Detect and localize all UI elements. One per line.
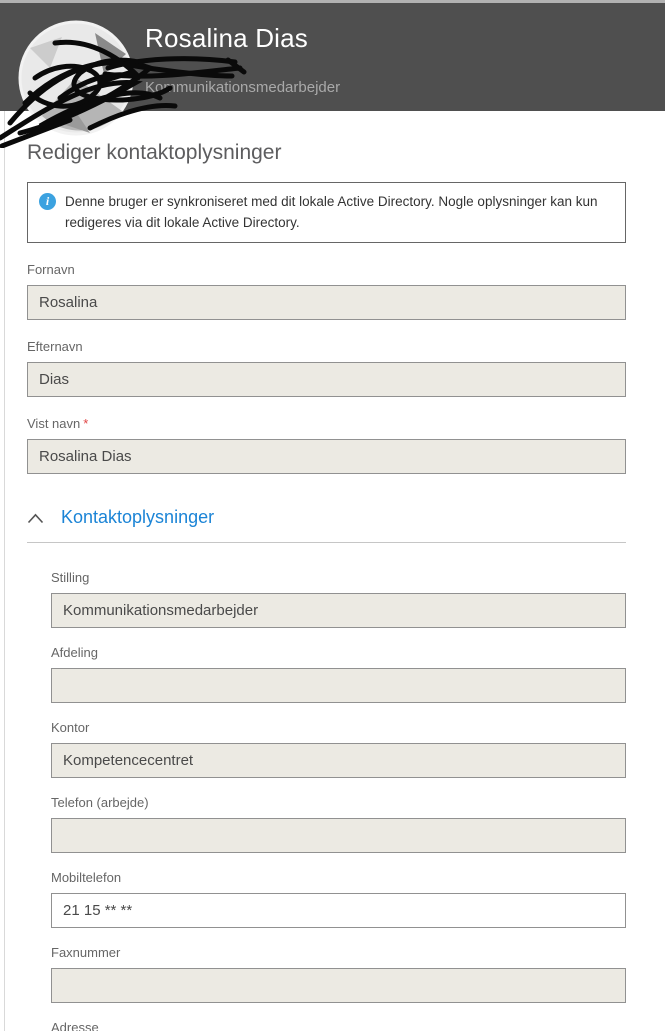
field-stilling xyxy=(51,570,626,628)
mobiltelefon-label: Mobiltelefon xyxy=(51,870,122,885)
fornavn-label: Fornavn xyxy=(27,262,75,277)
required-asterisk: * xyxy=(83,416,89,431)
info-icon: i xyxy=(39,193,56,210)
section-title: Kontaktoplysninger xyxy=(61,507,215,527)
panel-left-edge xyxy=(4,111,5,1031)
kontor-input: Kompetencecentret xyxy=(51,743,626,778)
kontor-label: Kontor xyxy=(51,720,90,735)
efternavn-label: Efternavn xyxy=(27,339,83,354)
field-efternavn xyxy=(27,339,626,397)
fornavn-input: Rosalina xyxy=(27,285,626,320)
adresse-label: Adresse xyxy=(51,1020,99,1031)
field-kontor xyxy=(51,720,626,778)
info-banner-text: Denne bruger er synkroniseret med dit lokale Active Directory. Nogle oplysninger kan kun redigeres via dit lokale Active Directory. xyxy=(65,194,598,230)
stilling-input: Kommunikationsmedarbejder xyxy=(51,593,626,628)
page-title: Rediger kontaktoplysninger xyxy=(27,141,282,164)
profile-header xyxy=(0,3,665,111)
field-afdeling xyxy=(51,645,626,703)
field-vist-navn xyxy=(27,416,626,474)
telefon-arbejde-label: Telefon (arbejde) xyxy=(51,795,149,810)
vist-navn-label xyxy=(27,416,626,432)
stilling-label: Stilling xyxy=(51,570,90,585)
section-divider xyxy=(27,542,626,543)
telefon-arbejde-input xyxy=(51,818,626,853)
chevron-up-icon xyxy=(27,513,44,524)
edit-contact-pane xyxy=(0,141,665,1031)
field-adresse xyxy=(51,1020,626,1031)
section-kontaktoplysninger-toggle[interactable] xyxy=(27,507,626,528)
afdeling-input xyxy=(51,668,626,703)
field-mobiltelefon xyxy=(51,870,626,928)
vist-navn-input: Rosalina Dias xyxy=(27,439,626,474)
profile-name: Rosalina Dias xyxy=(145,23,309,53)
ad-sync-info-banner xyxy=(27,182,626,243)
field-fornavn xyxy=(27,262,626,320)
efternavn-input: Dias xyxy=(27,362,626,397)
field-faxnummer xyxy=(51,945,626,1003)
field-telefon-arbejde xyxy=(51,795,626,853)
vist-navn-label-text: Vist navn xyxy=(27,416,81,431)
afdeling-label: Afdeling xyxy=(51,645,98,660)
profile-job-title: Kommunikationsmedarbejder xyxy=(145,79,341,96)
kontaktoplysninger-fields xyxy=(51,570,626,1031)
faxnummer-label: Faxnummer xyxy=(51,945,121,960)
mobiltelefon-input[interactable]: 21 15 ** ** xyxy=(51,893,626,928)
faxnummer-input xyxy=(51,968,626,1003)
